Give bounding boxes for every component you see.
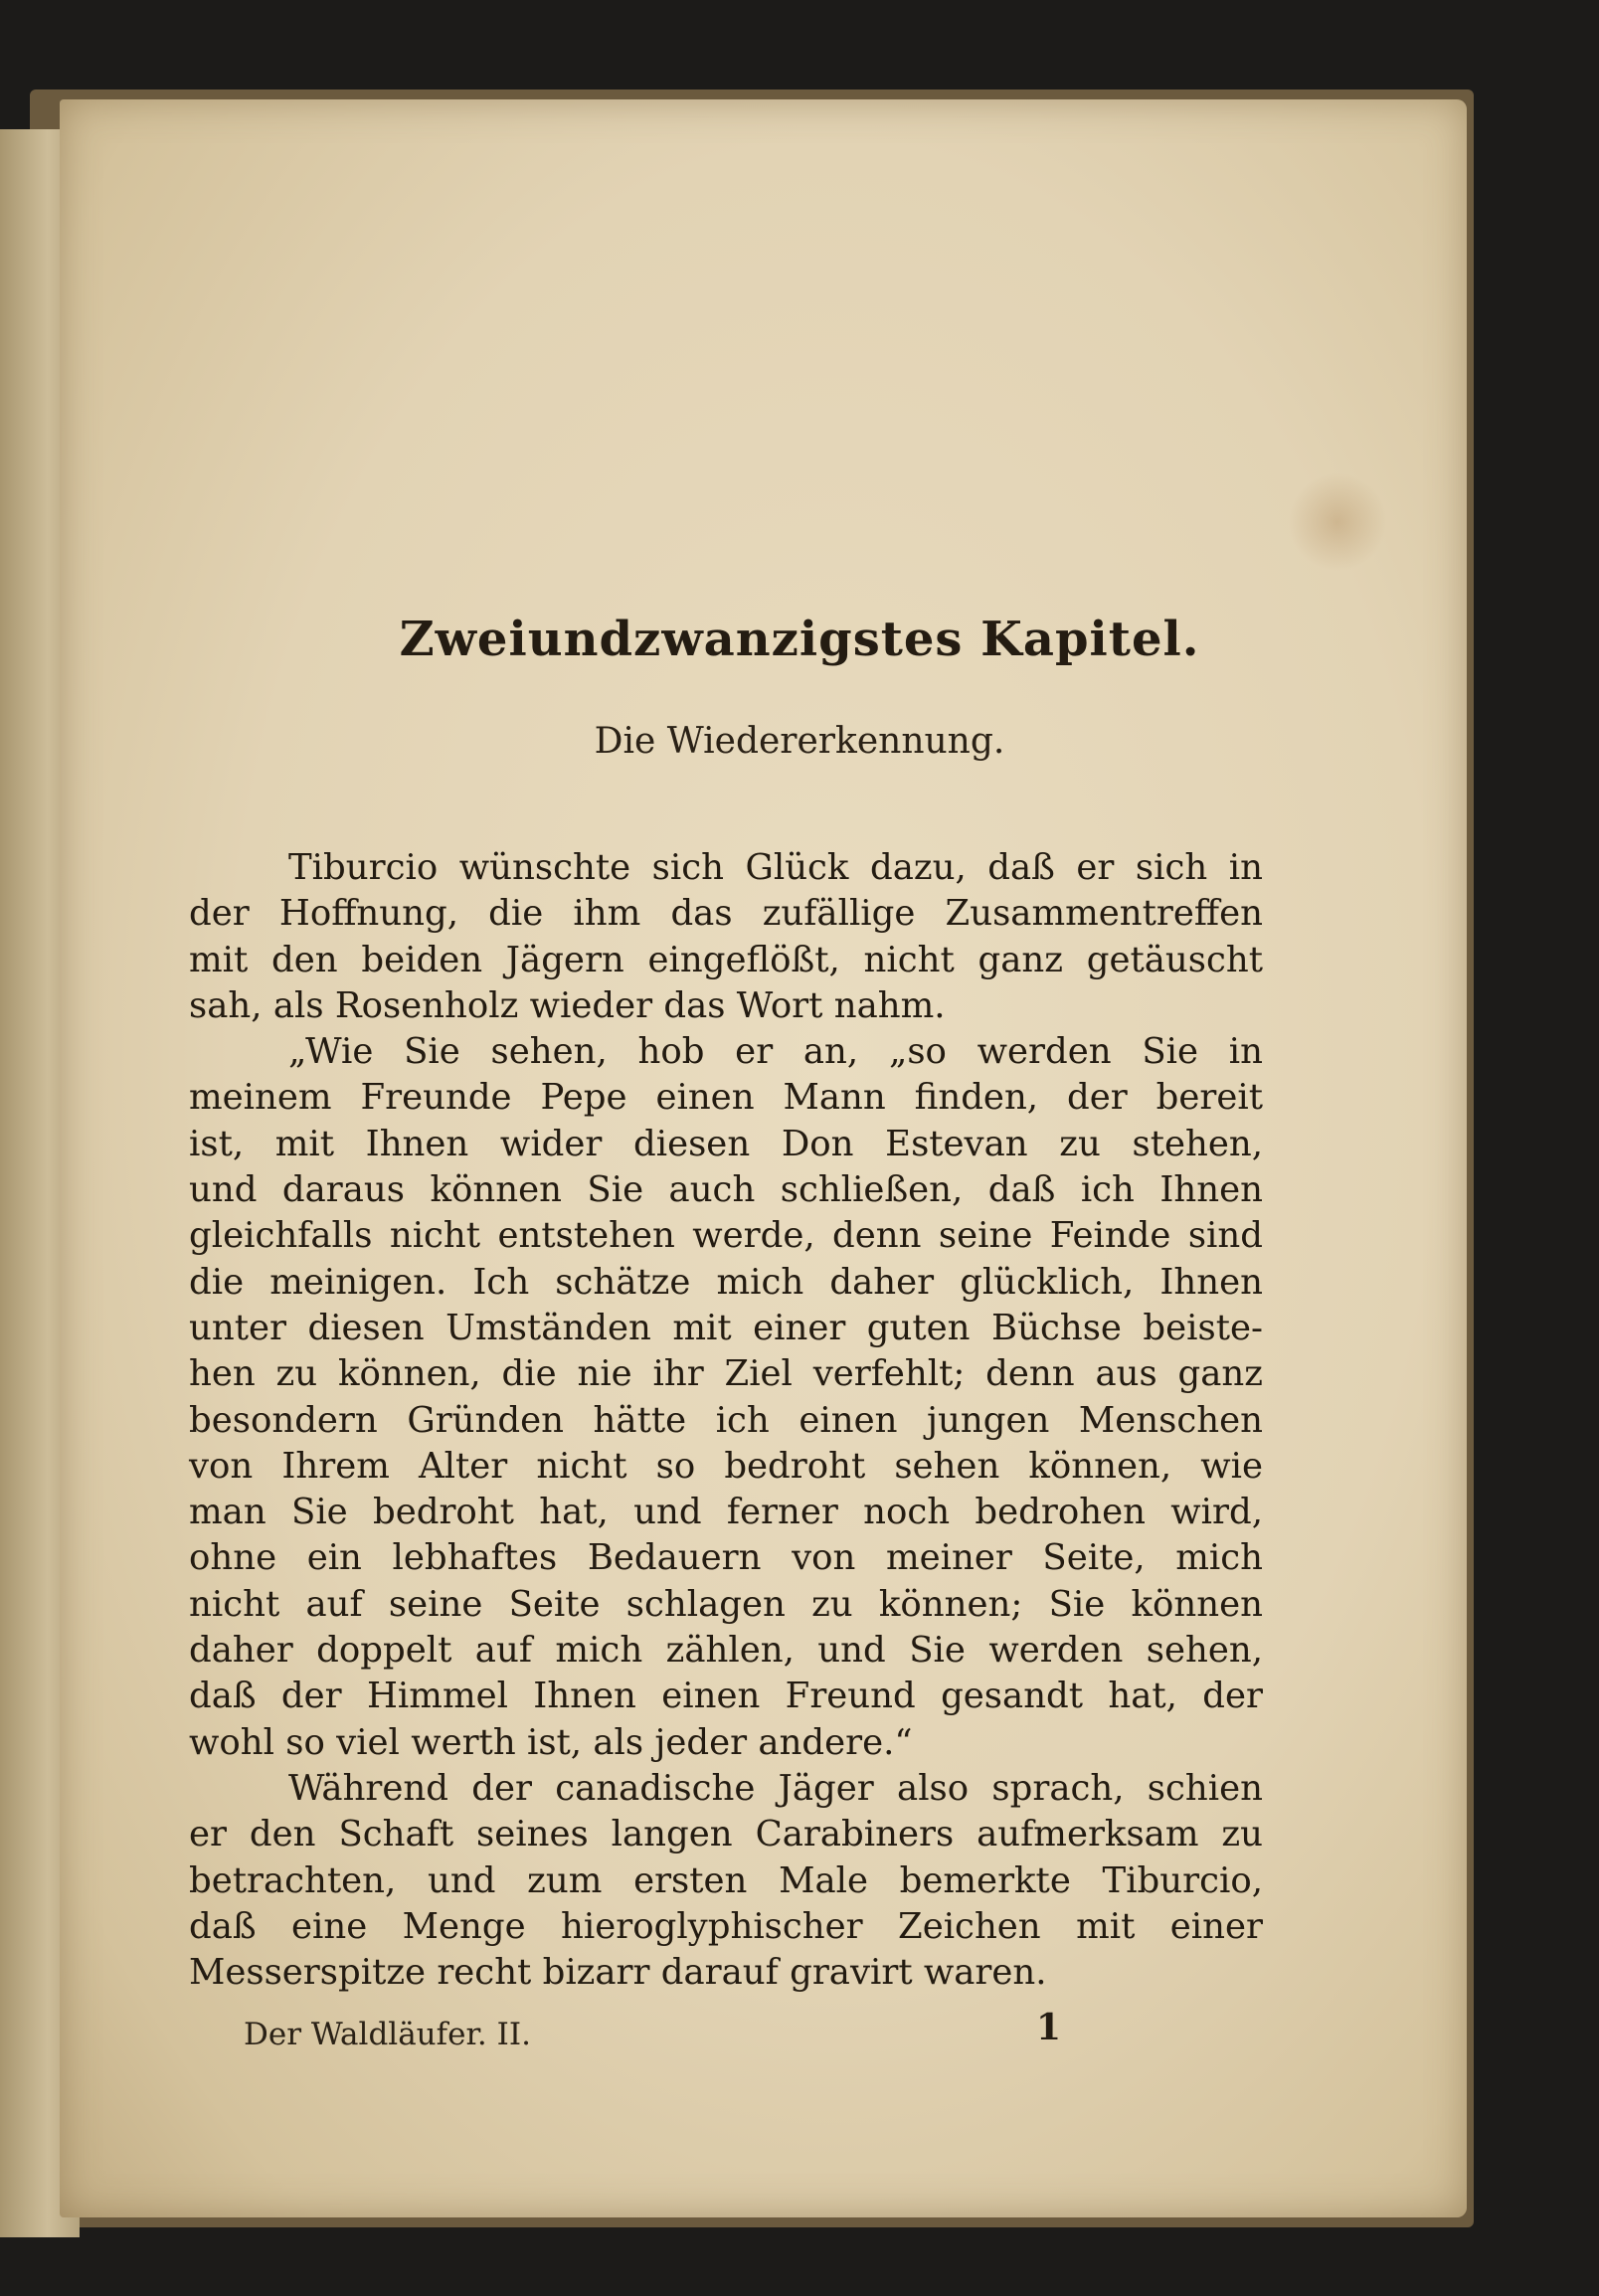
text-line: besondern Gründen hätte ich einen jungen Menschen [189,1399,1263,1441]
signature-mark: Der Waldläufer. II. [244,2017,531,2052]
text-line: Während der canadische Jäger also sprach, schien [288,1767,1263,1809]
text-line: daß eine Menge hieroglyphischer Zeichen mit einer [189,1905,1263,1947]
text-line: man Sie bedroht hat, und ferner noch bedrohen wird, [189,1492,1263,1533]
text-line: „Wie Sie sehen, hob er an, „so werden Sie in [288,1031,1263,1073]
text-line: von Ihrem Alter nicht so bedroht sehen können, wie [189,1445,1263,1487]
text-line: die meinigen. Ich schätze mich daher glücklich, Ihnen [189,1261,1263,1303]
chapter-subtitle: Die Wiedererkennung. [594,721,1005,762]
text-line: ohne ein lebhaftes Bedauern von meiner Seite, mich [189,1537,1263,1579]
text-line: sah, als Rosenholz wieder das Wort nahm. [189,984,946,1026]
text-line: unter diesen Umständen mit einer guten Büchse beiste- [189,1307,1263,1348]
text-line: und daraus können Sie auch schließen, daß ich Ihnen [189,1169,1263,1211]
signature-number: 1 [1036,2007,1062,2048]
paper-stain [1288,472,1387,572]
text-line: mit den beiden Jägern eingeflößt, nicht ganz getäuscht [189,939,1263,980]
text-line: meinem Freunde Pepe einen Mann finden, der bereit [189,1077,1263,1119]
text-line: daher doppelt auf mich zählen, und Sie werden sehen, [189,1630,1263,1672]
text-line: hen zu können, die nie ihr Ziel verfehlt; denn aus ganz [189,1353,1263,1395]
text-line: nicht auf seine Seite schlagen zu können; Sie können [189,1583,1263,1625]
text-line: wohl so viel werth ist, als jeder andere.“ [189,1721,913,1763]
text-line: er den Schaft seines langen Carabiners aufmerksam zu [189,1814,1263,1855]
text-line: gleichfalls nicht entstehen werde, denn seine Feinde sind [189,1215,1263,1257]
text-line: ist, mit Ihnen wider diesen Don Estevan zu stehen, [189,1123,1263,1164]
text-line: Tiburcio wünschte sich Glück dazu, daß er sich in [288,847,1263,888]
text-line: betrachten, und zum ersten Male bemerkte Tiburcio, [189,1859,1263,1901]
text-line: Messerspitze recht bizarr darauf gravirt waren. [189,1952,1047,1994]
text-line: daß der Himmel Ihnen einen Freund gesandt hat, der [189,1676,1263,1717]
text-line: der Hoffnung, die ihm das zufällige Zusammentreffen [189,893,1263,935]
chapter-title: Zweiundzwanzigstes Kapitel. [399,612,1200,667]
body-text [189,845,1263,1996]
